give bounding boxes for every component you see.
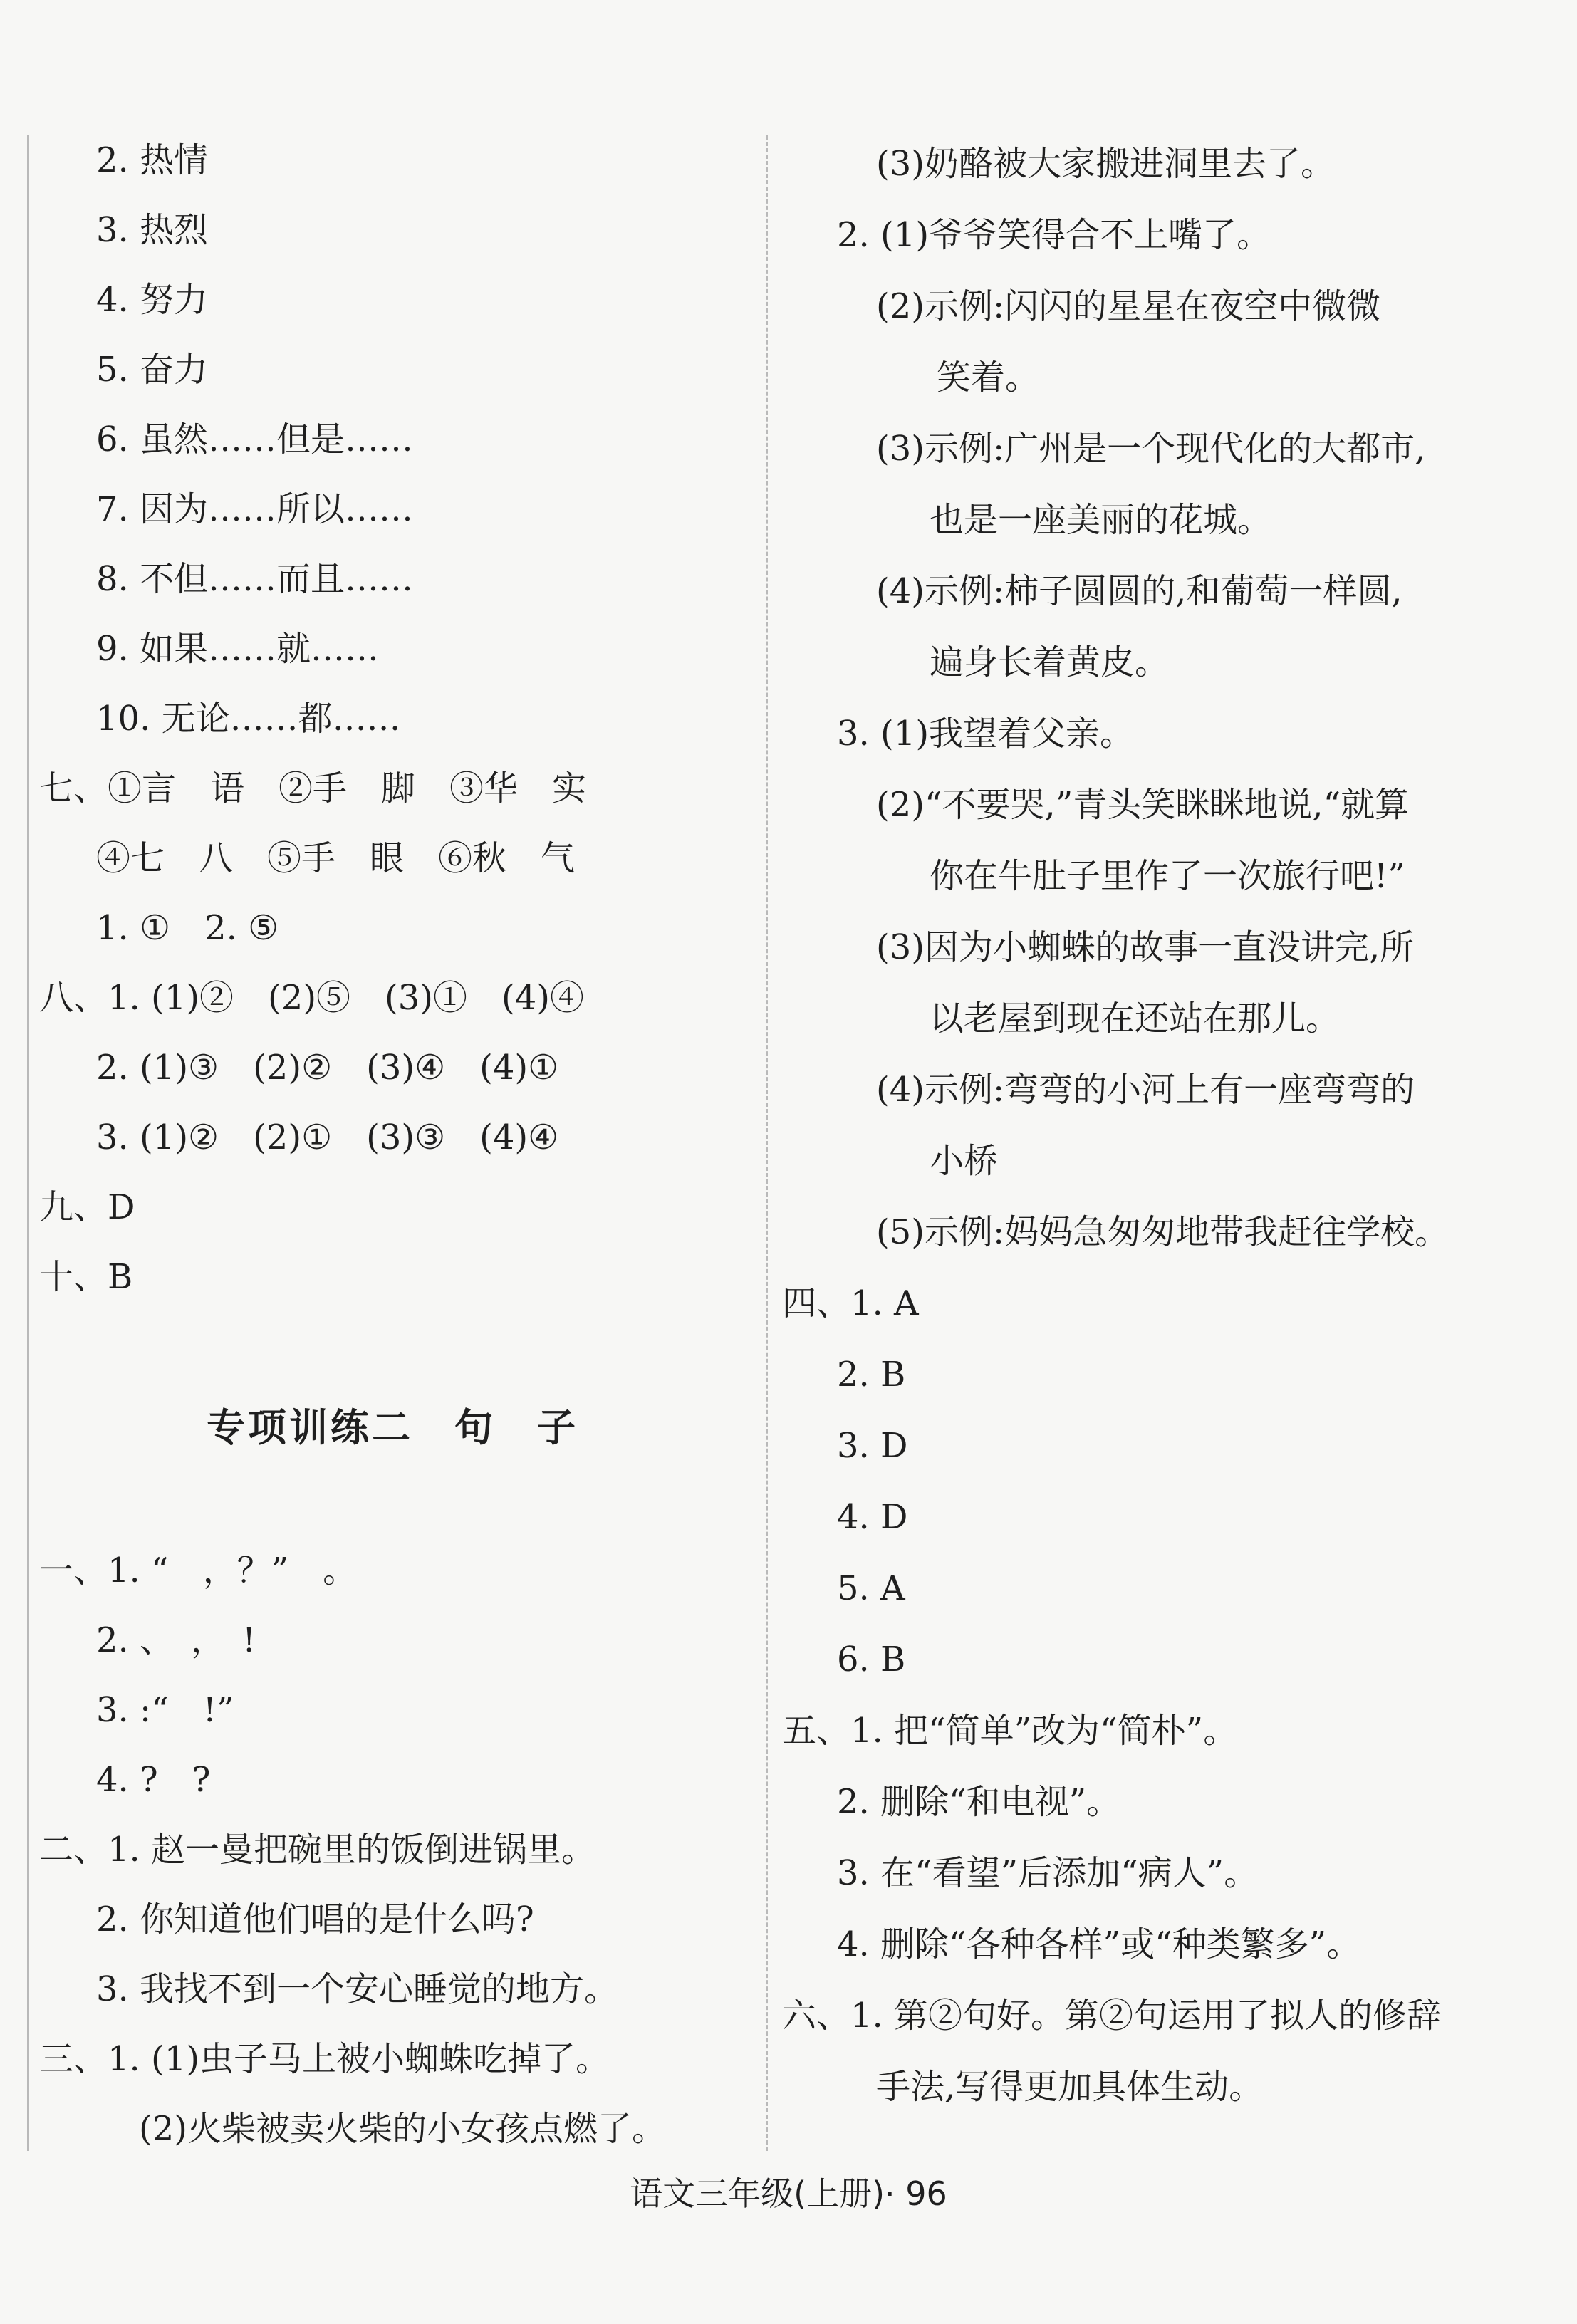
answer-line: 2. 、 ， ! [96, 1620, 256, 1660]
answer-line: 4. 努力 [96, 280, 209, 320]
answer-line: 3. :“ !” [96, 1690, 234, 1730]
answer-line: 笑着。 [937, 358, 1040, 397]
answer-line: 2. 删除“和电视”。 [837, 1782, 1121, 1822]
answer-line: 一、1. “ ，？” 。 [39, 1551, 358, 1590]
answer-line: 八、1. (1)② (2)⑤ (3)① (4)④ [39, 978, 585, 1018]
answer-line: 5. 奋力 [96, 350, 209, 390]
answer-line: 7. 因为……所以…… [96, 489, 414, 529]
answer-line: 三、1. (1)虫子马上被小蜘蛛吃掉了。 [39, 2039, 610, 2079]
answer-line: 小桥 [930, 1141, 999, 1181]
answer-line: 也是一座美丽的花城。 [930, 500, 1272, 540]
answer-line: (2)示例:闪闪的星星在夜空中微微 [876, 286, 1381, 326]
answer-line: 10. 无论……都…… [96, 699, 401, 739]
answer-line: 3. 我找不到一个安心睡觉的地方。 [96, 1969, 619, 2009]
answer-line: 5. A [837, 1568, 905, 1608]
answer-line: 8. 不但……而且…… [96, 559, 414, 599]
column-divider [766, 135, 768, 2151]
answer-line: 3. 热烈 [96, 210, 209, 250]
answer-line: (2)“不要哭,”青头笑眯眯地说,“就算 [876, 785, 1410, 825]
answer-line: 3. (1)② (2)① (3)③ (4)④ [96, 1117, 559, 1157]
answer-line: 9. 如果……就…… [96, 629, 380, 669]
answer-line: 4. D [837, 1497, 908, 1537]
answer-line: 五、1. 把“简单”改为“简朴”。 [782, 1711, 1238, 1751]
answer-line: (4)示例:柿子圆圆的,和葡萄一样圆, [876, 571, 1402, 611]
answer-line: 6. B [837, 1640, 906, 1679]
answer-line: (2)火柴被卖火柴的小女孩点燃了。 [139, 2109, 666, 2149]
answer-line: (3)因为小蜘蛛的故事一直没讲完,所 [876, 927, 1415, 967]
answer-line: ④七 八 ⑤手 眼 ⑥秋 气 [96, 838, 576, 878]
answer-line: 2. B [837, 1355, 906, 1395]
answer-line: 1. ① 2. ⑤ [96, 908, 279, 948]
answer-line: 七、①言 语 ②手 脚 ③华 实 [39, 768, 587, 808]
answer-line: 手法,写得更加具体生动。 [876, 2067, 1264, 2107]
answer-line: (3)示例:广州是一个现代化的大都市, [876, 429, 1426, 469]
answer-line: 2. 你知道他们唱的是什么吗? [96, 1900, 534, 1939]
left-margin-rule [27, 135, 29, 2151]
answer-line: 遍身长着黄皮。 [930, 642, 1170, 682]
answer-line: (3)奶酪被大家搬进洞里去了。 [876, 144, 1335, 184]
answer-line: 2. (1)爷爷笑得合不上嘴了。 [837, 215, 1271, 255]
answer-line: 二、1. 赵一曼把碗里的饭倒进锅里。 [39, 1830, 596, 1870]
answer-line: 你在牛肚子里作了一次旅行吧!” [930, 856, 1405, 896]
answer-line: (5)示例:妈妈急匆匆地带我赶往学校。 [876, 1212, 1450, 1252]
answer-line: 3. D [837, 1426, 908, 1466]
section-title: 专项训练二 句 子 [207, 1405, 578, 1450]
answer-line: 4. 删除“各种各样”或“种类繁多”。 [837, 1924, 1361, 1964]
answer-line: 2. 热情 [96, 140, 209, 180]
answer-line: 六、1. 第②句好。第②句运用了拟人的修辞 [782, 1996, 1442, 2036]
answer-line: 2. (1)③ (2)② (3)④ (4)① [96, 1048, 559, 1088]
page-footer: 语文三年级(上册)· 96 [630, 2174, 947, 2213]
answer-line: (4)示例:弯弯的小河上有一座弯弯的 [876, 1070, 1415, 1110]
answer-line: 以老屋到现在还站在那儿。 [930, 999, 1341, 1038]
answer-line: 四、1. A [782, 1283, 919, 1323]
answer-line: 十、B [39, 1257, 133, 1297]
answer-line: 3. (1)我望着父亲。 [837, 714, 1135, 754]
answer-line: 6. 虽然……但是…… [96, 420, 414, 459]
answer-line: 九、D [39, 1187, 135, 1227]
answer-line: 3. 在“看望”后添加“病人”。 [837, 1853, 1259, 1893]
answer-line: 4. ? ? [96, 1760, 211, 1800]
